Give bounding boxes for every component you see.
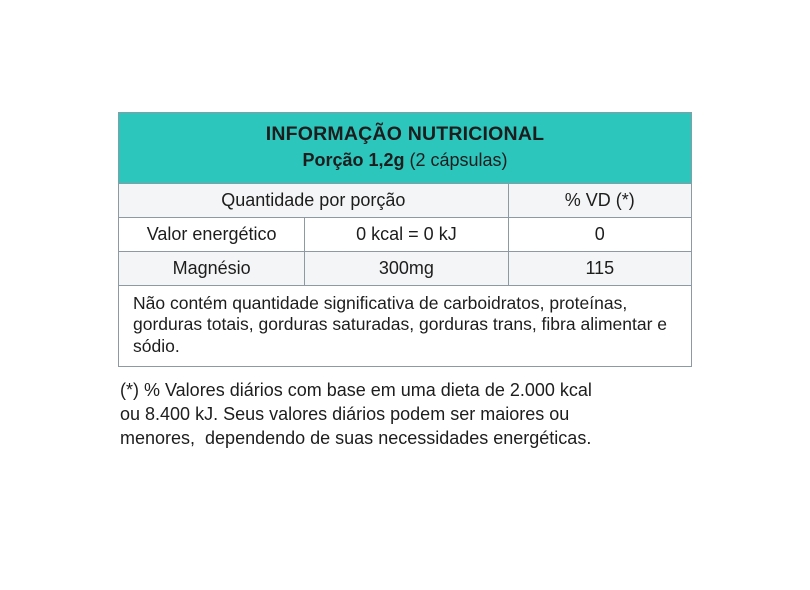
nutrient-amount: 300mg	[305, 251, 508, 285]
nutrient-amount: 0 kcal = 0 kJ	[305, 217, 508, 251]
table-row	[119, 217, 692, 251]
portion-capsules: (2 cápsulas)	[409, 149, 508, 170]
footnote-block	[118, 379, 692, 451]
portion-amount: Porção 1,2g	[302, 149, 405, 170]
nutrient-name: Valor energético	[119, 217, 305, 251]
table-column-header-row	[119, 183, 692, 217]
table-title: INFORMAÇÃO NUTRICIONAL	[265, 123, 545, 145]
nutrient-name: Magnésio	[119, 251, 305, 285]
table-note-row	[119, 285, 692, 366]
nutrient-vd: 0	[508, 217, 691, 251]
footnote-line-3: menores, dependendo de suas necessidades energéticas.	[120, 427, 592, 448]
footnote-line-2: ou 8.400 kJ. Seus valores diários podem ser maiores ou	[120, 403, 570, 424]
table-row	[119, 251, 692, 285]
nutrition-label	[118, 112, 692, 451]
column-header-quantity: Quantidade por porção	[119, 183, 509, 217]
column-header-vd: % VD (*)	[508, 183, 691, 217]
nutrient-vd: 115	[508, 251, 691, 285]
portion-line	[125, 149, 685, 172]
nutrition-facts-table	[118, 112, 692, 367]
table-header-cell	[119, 113, 692, 184]
footnote-line-1: (*) % Valores diários com base em uma dieta de 2.000 kcal	[120, 380, 592, 401]
table-note: Não contém quantidade significativa de carboidratos, proteínas, gorduras totais, gorduras saturadas, gorduras trans, fibra alimentar e sódio.	[119, 285, 692, 366]
table-header-row	[119, 113, 692, 184]
